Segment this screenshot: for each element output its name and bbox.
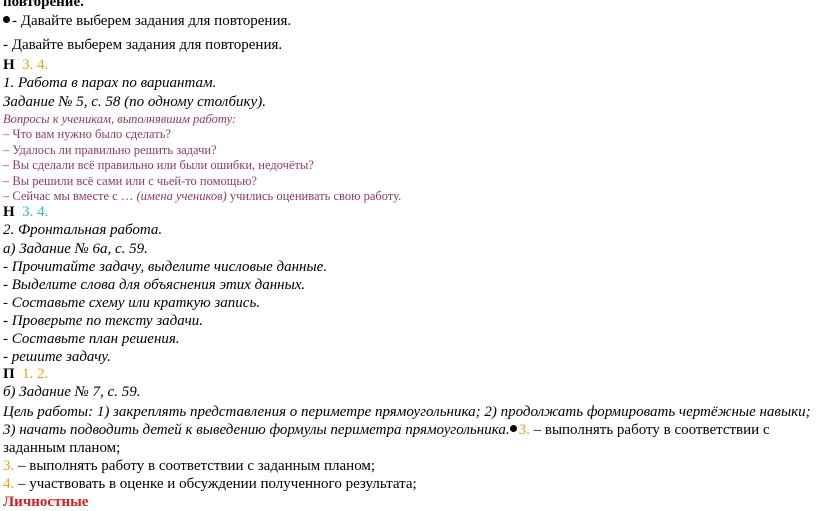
skill-item: 4. – участвовать в оценке и обсуждении полученного результата; — [3, 476, 417, 492]
instruction-item: - Выделите слова для объяснения этих данных. — [3, 277, 306, 293]
section-heading-personal: Личностные — [3, 494, 89, 510]
question-item: – Сейчас мы вместе с … (имена учеников) учились оценивать свою работу. — [3, 189, 402, 203]
instruction-item: - Составьте план решения. — [3, 331, 180, 347]
skill-item: 3. – выполнять работу в соответствии с заданным планом; — [3, 458, 376, 474]
questions-heading: Вопросы к ученикам, выполнявшим работу: — [3, 112, 237, 126]
task-title: 2. Фронтальная работа. — [3, 222, 163, 238]
text-line: - Давайте выберем задания для повторения. — [3, 37, 283, 53]
goal-paragraph: Цель работы: 1) закреплять представления о периметре прямоугольника; 2) продолжать формировать чертёжные навыки; 3) начать подводить детей к выведению формулы периметра прямоугольника. 3. – выполнять работу в соответствии с заданным планом; — [3, 404, 811, 456]
heading-repetition: повторение. — [3, 0, 84, 10]
task-ref: а) Задание № 6а, с. 59. — [3, 241, 148, 257]
task-ref: Задание № 5, с. 58 (по одному столбику). — [3, 94, 266, 110]
question-item: – Удалось ли правильно решить задачи? — [3, 143, 217, 157]
text-line: - Давайте выберем задания для повторения. — [3, 13, 291, 30]
question-item: – Что вам нужно было сделать? — [3, 127, 171, 141]
task-ref: б) Задание № 7, с. 59. — [3, 384, 141, 400]
instruction-item: - Составьте схему или краткую запись. — [3, 295, 261, 311]
instruction-item: - решите задачу. — [3, 349, 111, 365]
bullet-icon — [3, 16, 10, 23]
instruction-item: - Прочитайте задачу, выделите числовые данные. — [3, 259, 328, 275]
bullet-icon — [510, 425, 517, 432]
stage-marker: Н 3. 4. — [3, 57, 49, 73]
question-item: – Вы решили всё сами или с чьей-то помощью? — [3, 174, 257, 188]
instruction-item: - Проверьте по тексту задачи. — [3, 313, 203, 329]
task-title: 1. Работа в парах по вариантам. — [3, 75, 217, 91]
question-item: – Вы сделали всё правильно или были ошибки, недочёты? — [3, 158, 314, 172]
stage-marker: Н 3. 4. — [3, 204, 49, 220]
stage-marker: П 1. 2. — [3, 366, 49, 382]
